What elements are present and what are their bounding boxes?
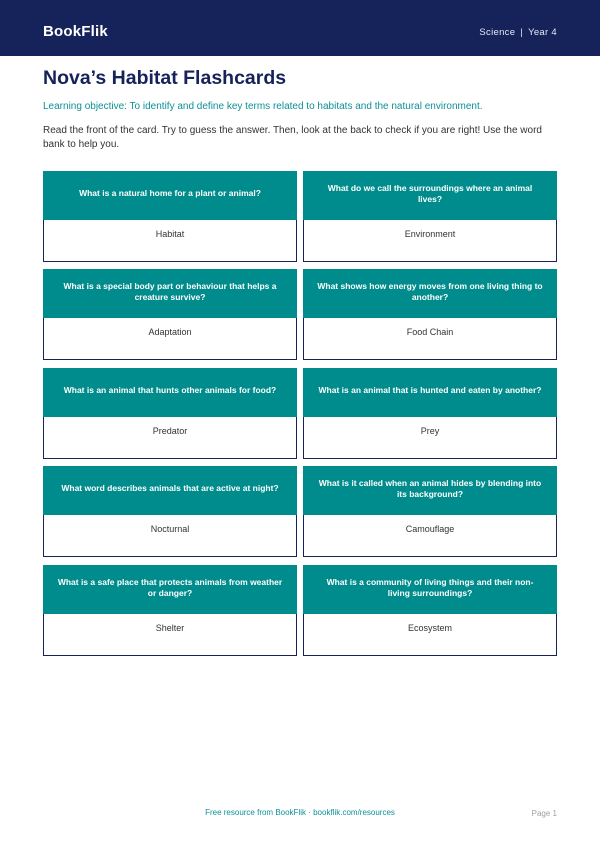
page-header	[0, 0, 600, 56]
card-front: What is an animal that hunts other animals for food?	[43, 368, 297, 417]
flashcard-predator	[43, 368, 297, 459]
learning-objective: Learning objective: To identify and define key terms related to habitats and the natural environment.	[43, 101, 483, 112]
card-back: Shelter	[43, 614, 297, 656]
card-back: Ecosystem	[303, 614, 557, 656]
year-label: Year 4	[528, 27, 557, 38]
card-front: What word describes animals that are active at night?	[43, 466, 297, 515]
card-front: What shows how energy moves from one living thing to another?	[303, 269, 557, 318]
card-back: Predator	[43, 417, 297, 459]
card-back: Prey	[303, 417, 557, 459]
flashcard-food-chain	[303, 269, 557, 360]
page-number: Page 1	[531, 809, 557, 818]
flashcard-prey	[303, 368, 557, 459]
card-front: What is an animal that is hunted and eaten by another?	[303, 368, 557, 417]
card-front: What is it called when an animal hides by blending into its background?	[303, 466, 557, 515]
card-back: Food Chain	[303, 318, 557, 360]
card-front: What is a safe place that protects animals from weather or danger?	[43, 565, 297, 614]
card-front: What is a natural home for a plant or animal?	[43, 171, 297, 220]
meta-separator: |	[520, 27, 524, 38]
flashcard-ecosystem	[303, 565, 557, 656]
footer-resource-link[interactable]: Free resource from BookFlik · bookflik.com/resources	[205, 808, 395, 817]
card-back: Camouflage	[303, 515, 557, 557]
subject-label: Science	[479, 27, 516, 38]
flashcard-habitat	[43, 171, 297, 262]
card-front: What is a special body part or behaviour that helps a creature survive?	[43, 269, 297, 318]
instructions-text: Read the front of the card. Try to guess the answer. Then, look at the back to check if you are right! Use the word bank to help you.	[43, 125, 542, 150]
page-title: Nova’s Habitat Flashcards	[43, 67, 287, 89]
card-back: Nocturnal	[43, 515, 297, 557]
card-back: Habitat	[43, 220, 297, 262]
card-front: What do we call the surroundings where an animal lives?	[303, 171, 557, 220]
brand-logo[interactable]: BookFlik	[43, 23, 108, 40]
flashcard-camouflage	[303, 466, 557, 557]
card-front: What is a community of living things and their non-living surroundings?	[303, 565, 557, 614]
flashcard-environment	[303, 171, 557, 262]
flashcard-adaptation	[43, 269, 297, 360]
card-back: Environment	[303, 220, 557, 262]
flashcard-nocturnal	[43, 466, 297, 557]
header-meta	[479, 27, 557, 39]
flashcard-shelter	[43, 565, 297, 656]
card-back: Adaptation	[43, 318, 297, 360]
